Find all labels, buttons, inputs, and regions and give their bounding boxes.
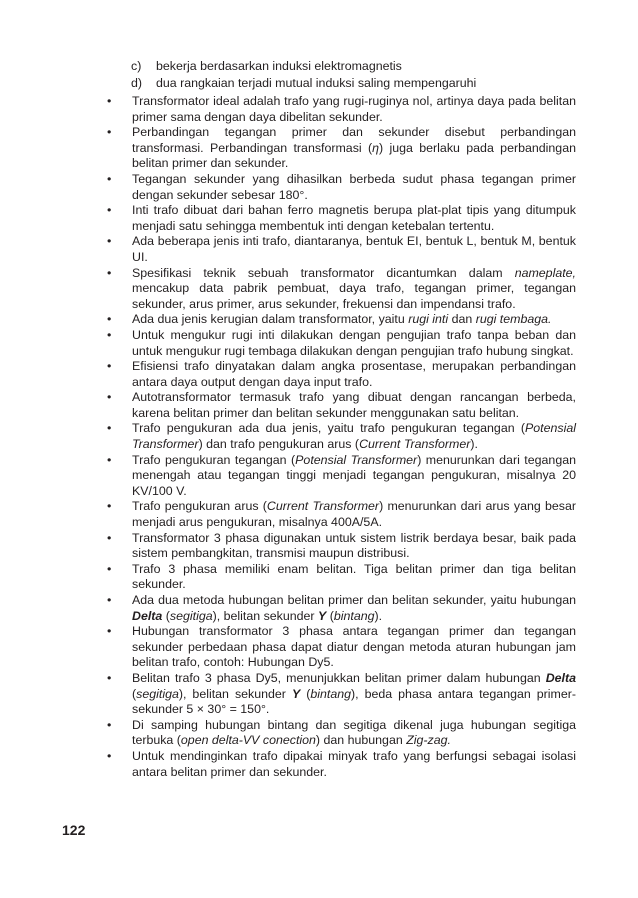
text-segment: Delta — [132, 608, 163, 623]
sub-item-marker: d) — [131, 76, 143, 91]
bullet-item — [103, 718, 576, 749]
bullet-text — [132, 531, 576, 562]
text-segment: Ada beberapa jenis inti trafo, diantaranya, bentuk EI, bentuk L, bentuk M, bentuk UI. — [132, 234, 576, 264]
bullet-item — [103, 203, 576, 234]
text-segment: rugi inti — [408, 312, 449, 327]
bullet-text — [132, 421, 576, 452]
bullet-list — [103, 94, 576, 780]
text-segment: η — [372, 140, 380, 155]
text-segment: ). — [470, 437, 478, 452]
text-segment: Transformator ideal adalah trafo yang rugi-ruginya nol, artinya daya pada belitan primer sama dengan daya dibelitan sekunder. — [132, 94, 576, 124]
bullet-item — [103, 624, 576, 671]
bullet-text — [132, 562, 576, 593]
bullet-text — [132, 499, 576, 530]
bullet-marker: • — [107, 748, 112, 763]
bullet-item — [103, 671, 576, 718]
bullet-marker: • — [107, 234, 112, 249]
text-segment: Efisiensi trafo dinyatakan dalam angka prosentase, merupakan perbandingan antara daya output dengan daya input trafo. — [132, 359, 576, 389]
bullet-text — [132, 203, 576, 234]
bullet-marker: • — [107, 670, 112, 685]
bullet-item — [103, 125, 576, 172]
bullet-item — [103, 453, 576, 500]
bullet-item — [103, 328, 576, 359]
text-segment: segitiga — [169, 608, 213, 623]
text-segment: Zig-zag. — [406, 733, 451, 748]
bullet-marker: • — [107, 717, 112, 732]
bullet-item — [103, 266, 576, 313]
text-segment: Hubungan transformator 3 phasa antara tegangan primer dan tegangan sekunder perbedaan phasa dapat diatur dengan metoda aturan hubungan jam belitan trafo, contoh: Hubungan Dy5. — [132, 624, 576, 670]
text-segment: ). — [374, 608, 383, 623]
bullet-marker: • — [107, 125, 112, 140]
text-segment: bintang — [310, 686, 352, 701]
text-segment: Autotransformator termasuk trafo yang dibuat dengan rancangan berbeda, karena belitan primer dan belitan sekunder menggunakan satu belitan. — [132, 390, 576, 420]
text-segment: Current Transformer — [359, 437, 471, 452]
bullet-text — [132, 312, 576, 328]
text-segment: segitiga — [136, 686, 179, 701]
bullet-item — [103, 390, 576, 421]
bullet-item — [103, 499, 576, 530]
bullet-text — [132, 94, 576, 125]
text-segment: open delta-VV conection — [180, 733, 316, 748]
bullet-marker: • — [107, 452, 112, 467]
sub-item-list — [131, 58, 591, 92]
text-segment: Trafo pengukuran ada dua jenis, yaitu trafo pengukuran tegangan ( — [132, 421, 526, 436]
text-segment: Untuk mendinginkan trafo dipakai minyak trafo yang berfungsi sebagai isolasi antara belitan primer dan sekunder. — [132, 748, 576, 779]
sub-item-marker: c) — [131, 59, 142, 73]
bullet-text — [132, 749, 576, 780]
text-segment: ) menurunkan dari tegangan menengah atau tegangan tinggi menjadi tegangan pengukuran, misalnya 20 KV/100 V. — [132, 452, 576, 498]
text-segment: Potensial Transformer — [132, 421, 576, 452]
bullet-marker: • — [107, 203, 112, 218]
bullet-item — [103, 421, 576, 452]
bullet-item — [103, 593, 576, 624]
text-segment: Current Transformer — [266, 499, 380, 514]
text-segment: Perbandingan tegangan primer dan sekunder disebut perbandingan transformasi. Perbandingan transformasi ( — [132, 125, 576, 155]
text-segment: Transformator 3 phasa digunakan untuk sistem listrik berdaya besar, baik pada sistem pembangkitan, transmisi maupun distribusi. — [132, 530, 576, 561]
text-segment: Ada dua metoda hubungan belitan primer dan belitan sekunder, yaitu hubungan — [132, 593, 576, 607]
bullet-text — [132, 718, 576, 749]
text-segment: Potensial Transformer — [295, 452, 418, 467]
bullet-text — [132, 266, 576, 313]
text-segment: Tegangan sekunder yang dihasilkan berbeda sudut phasa tegangan primer dengan sekunder sebesar 180°. — [132, 171, 576, 202]
text-segment: Trafo pengukuran tegangan ( — [132, 452, 296, 467]
text-segment: Trafo 3 phasa memiliki enam belitan. Tiga belitan primer dan tiga belitan sekunder. — [132, 561, 576, 592]
text-segment: Y — [318, 608, 327, 623]
bullet-text — [132, 624, 576, 671]
text-segment: Inti trafo dibuat dari bahan ferro magnetis berupa plat-plat tipis yang ditumpuk menjadi satu sehingga membentuk inti dengan ketebalan tertentu. — [132, 203, 576, 233]
text-segment: ), beda phasa antara tegangan primer- sekunder 5 × 30° = 150°. — [132, 686, 576, 717]
text-segment: ), belitan sekunder — [212, 608, 318, 623]
text-segment: Untuk mengukur rugi inti dilakukan dengan pengujian trafo tanpa beban dan untuk mengukur rugi tembaga dilakukan dengan pengujian trafo hubung singkat. — [132, 327, 576, 358]
page-number: 122 — [62, 822, 86, 838]
bullet-text — [132, 453, 576, 500]
text-segment: nameplate, — [514, 265, 576, 280]
text-segment: ( — [300, 686, 311, 701]
bullet-item — [103, 562, 576, 593]
text-segment: Ada dua jenis kerugian dalam transformator, yaitu — [132, 312, 409, 327]
bullet-text — [132, 234, 576, 265]
bullet-text — [132, 172, 576, 203]
text-segment: ) menurunkan dari arus yang besar menjadi arus pengukuran, misalnya 400A/5A. — [132, 499, 576, 530]
text-segment: dan — [448, 312, 476, 327]
bullet-marker: • — [107, 593, 112, 607]
bullet-marker: • — [107, 530, 112, 545]
bullet-item — [103, 94, 576, 125]
sub-item-text: bekerja berdasarkan induksi elektromagnetis — [156, 59, 402, 73]
bullet-text — [132, 328, 576, 359]
text-segment: Di samping hubungan bintang dan segitiga dikenal juga hubungan segitiga terbuka ( — [132, 717, 576, 748]
bullet-item — [103, 531, 576, 562]
text-segment: ) dan trafo pengukuran arus ( — [198, 437, 360, 452]
bullet-item — [103, 749, 576, 780]
bullet-marker: • — [107, 265, 112, 280]
sub-item — [131, 75, 591, 92]
text-segment: Spesifikasi teknik sebuah transformator dicantumkan dalam — [132, 265, 515, 280]
bullet-item — [103, 359, 576, 390]
text-segment: ) juga berlaku pada perbandingan belitan primer dan sekunder. — [132, 140, 576, 171]
text-segment: ), belitan sekunder — [178, 686, 292, 701]
text-segment: ( — [162, 608, 170, 623]
bullet-text — [132, 390, 576, 421]
bullet-marker: • — [107, 390, 112, 405]
bullet-marker: • — [107, 327, 112, 342]
bullet-marker: • — [107, 499, 112, 514]
text-segment: ( — [132, 686, 137, 701]
text-segment: Delta — [545, 670, 576, 685]
bullet-text — [132, 593, 576, 624]
bullet-marker: • — [107, 312, 112, 327]
text-segment: rugi tembaga. — [475, 312, 552, 327]
text-segment: ) dan hubungan — [315, 733, 407, 748]
bullet-text — [132, 359, 576, 390]
bullet-text — [132, 125, 576, 172]
text-segment: mencakup data pabrik pembuat, daya trafo, tegangan primer, tegangan sekunder, arus primer, arus sekunder, frekuensi dan impendansi trafo. — [132, 281, 576, 311]
bullet-marker: • — [107, 359, 112, 374]
sub-item — [131, 58, 591, 75]
bullet-item — [103, 312, 576, 328]
text-segment: ( — [326, 608, 334, 623]
bullet-marker: • — [107, 171, 112, 186]
bullet-marker: • — [107, 624, 112, 639]
text-segment: Y — [291, 686, 301, 701]
bullet-text — [132, 671, 576, 718]
bullet-marker: • — [107, 561, 112, 576]
bullet-marker: • — [107, 94, 112, 108]
sub-item-text: dua rangkaian terjadi mutual induksi saling mempengaruhi — [156, 76, 477, 91]
bullet-item — [103, 172, 576, 203]
text-segment: Trafo pengukuran arus ( — [132, 499, 267, 514]
bullet-marker: • — [107, 421, 112, 436]
text-segment: bintang — [333, 608, 375, 623]
bullet-item — [103, 234, 576, 265]
text-segment: Belitan trafo 3 phasa Dy5, menunjukkan belitan primer dalam hubungan — [132, 670, 546, 685]
